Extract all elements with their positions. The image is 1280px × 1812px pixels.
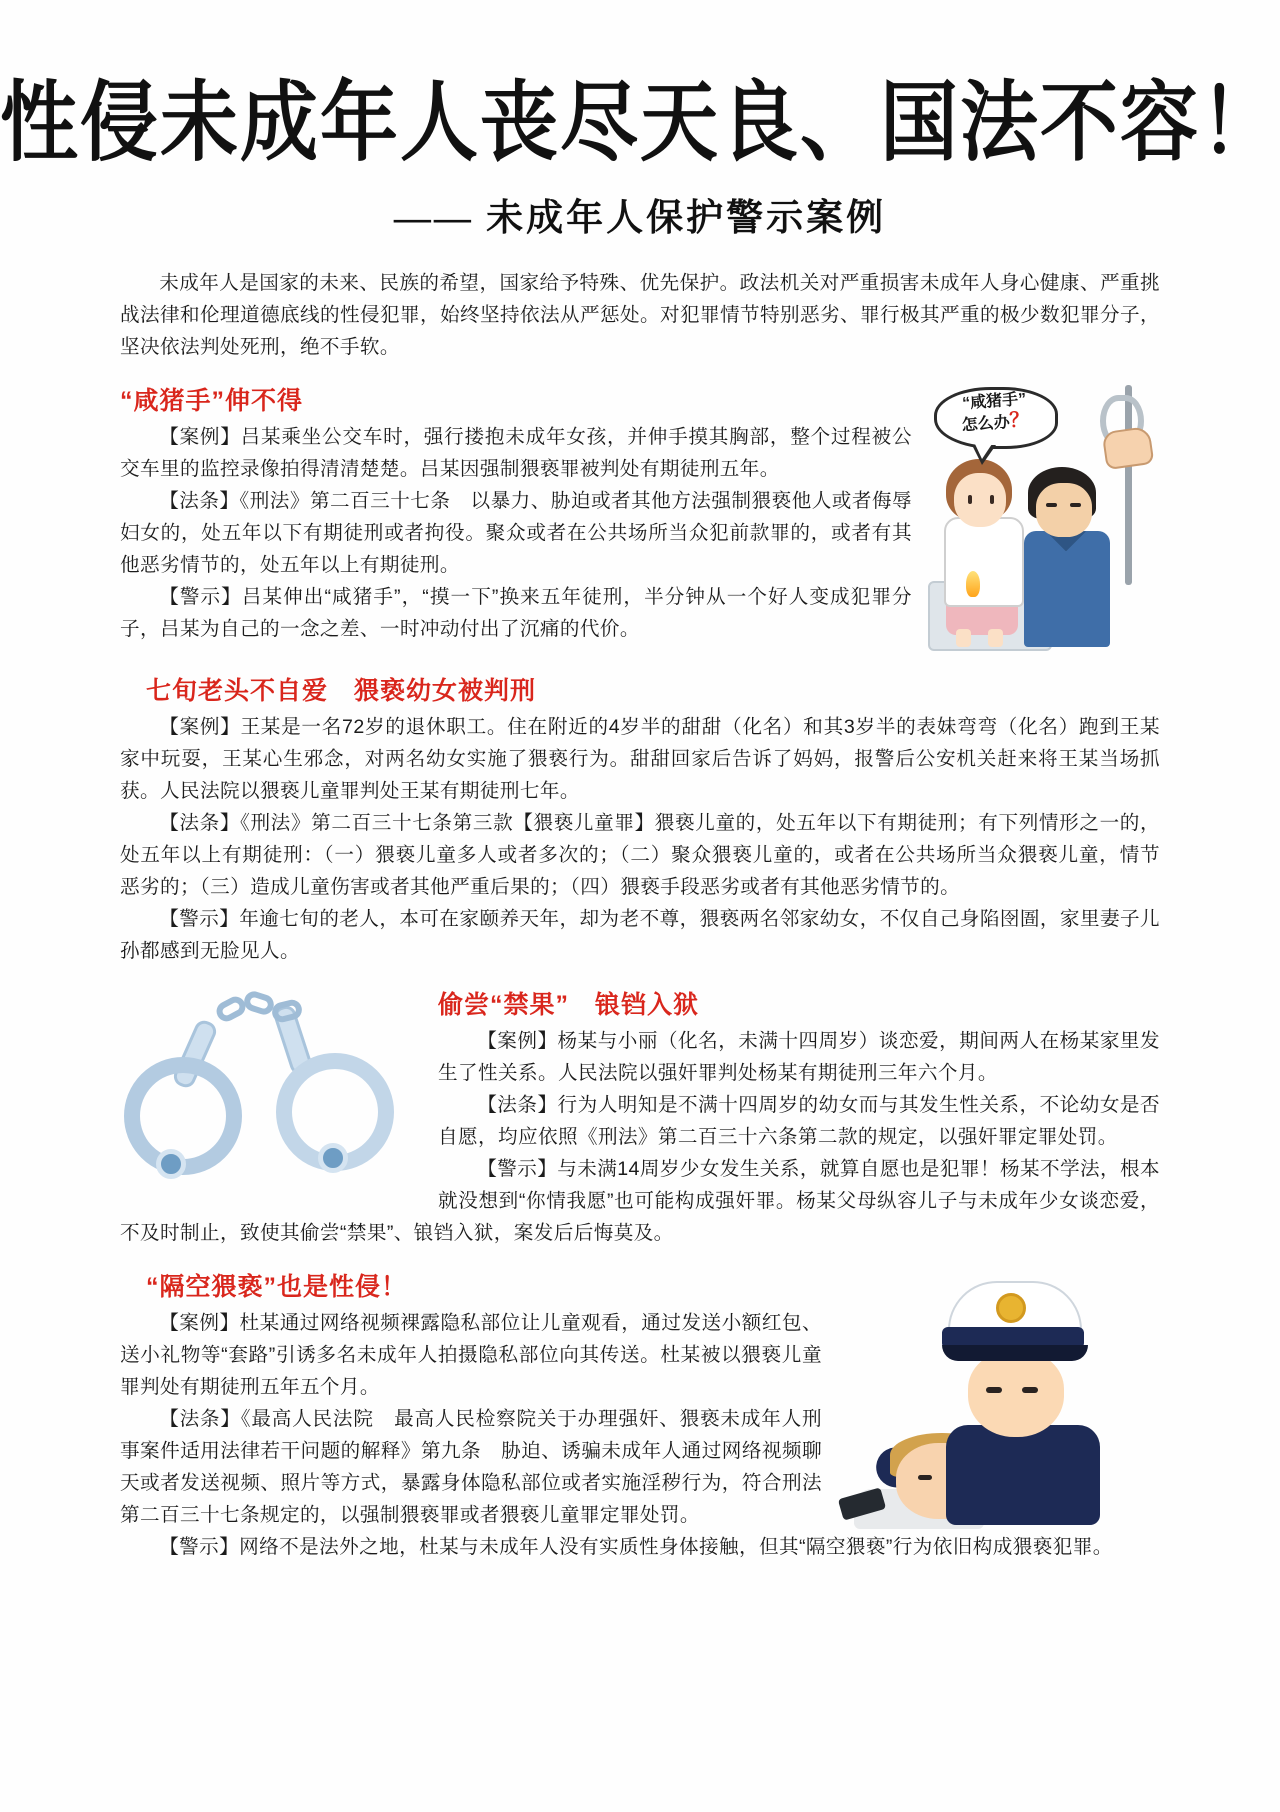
title-block bbox=[0, 0, 1280, 241]
content-body bbox=[120, 241, 1160, 1563]
section-4-heading: “隔空猥亵”也是性侵！ bbox=[146, 1273, 408, 1302]
page-title: 性侵未成年人丧尽天良、国法不容！ bbox=[0, 74, 1280, 172]
intro-paragraph: 未成年人是国家的未来、民族的希望，国家给予特殊、优先保护。政法机关对严重损害未成年人身心健康、严重挑战法律和伦理道德底线的性侵犯罪，始终坚持依法从严惩处。对犯罪情节特别恶劣、罪行极其严重的极少数犯罪分子，坚决依法判处死刑，绝不手软。 bbox=[120, 272, 1160, 359]
speech-bubble-tail-icon bbox=[972, 445, 996, 465]
girl-body-shape bbox=[944, 517, 1024, 607]
bus-harassment-illustration bbox=[928, 385, 1160, 647]
question-mark-icon: ？ bbox=[1008, 408, 1031, 433]
flame-shape bbox=[966, 571, 980, 597]
section-4-warning: 【警示】网络不是法外之地，杜某与未成年人没有实质性身体接触，但其“隔空猥亵”行为依旧构成猥亵犯罪。 bbox=[159, 1536, 1113, 1559]
section-4 bbox=[120, 1267, 1160, 1563]
section-1 bbox=[120, 381, 1160, 653]
section-1-heading: “咸猪手”伸不得 bbox=[120, 387, 304, 416]
section-4-case: 【案例】杜某通过网络视频裸露隐私部位让儿童观看，通过发送小额红包、送小礼物等“套路”引诱多名未成年人拍摄隐私部位向其传送。杜某被以猥亵儿童罪判处有期徒刑五年五个月。 bbox=[120, 1312, 822, 1399]
page-subtitle: —— 未成年人保护警示案例 bbox=[393, 198, 887, 240]
section-3-warning: 【警示】与未满14周岁少女发生关系，就算自愿也是犯罪！杨某不学法，根本就没想到“你情我愿”也可能构成强奸罪。杨某父母纵容儿子与未成年少女谈恋爱，不及时制止，致使其偷尝“禁果”、锒铛入狱，案发后后悔莫及。 bbox=[120, 1158, 1160, 1245]
section-3-law: 【法条】行为人明知是不满十四周岁的幼女而与其发生性关系，不论幼女是否自愿，均应依照《刑法》第二百三十六条第二款的规定，以强奸罪定罪处罚。 bbox=[438, 1094, 1160, 1149]
officer-face-shape bbox=[968, 1351, 1064, 1437]
section-2-warning: 【警示】年逾七旬的老人，本可在家颐养天年，却为老不尊，猥亵两名邻家幼女，不仅自己身陷囹圄，家里妻子儿孙都感到无脸见人。 bbox=[120, 908, 1160, 963]
girl-leg-shape bbox=[988, 629, 1003, 647]
girl-face-shape bbox=[954, 473, 1006, 527]
man-eye-shape bbox=[1046, 503, 1057, 507]
girl-eye-shape bbox=[990, 495, 994, 504]
section-4-law: 【法条】《最高人民法院 最高人民检察院关于办理强奸、猥亵未成年人刑事案件适用法律若干问题的解释》第九条 胁迫、诱骗未成年人通过网络视频聊天或者发送视频、照片等方式，暴露身体隐私部位或者实施淫秽行为，符合刑法第二百三十七条规定的，以强制猥亵罪或者猥亵儿童罪定罪处罚。 bbox=[120, 1408, 822, 1527]
officer-eye-shape bbox=[1022, 1387, 1038, 1393]
man-face-shape bbox=[1036, 483, 1092, 537]
section-1-law: 【法条】《刑法》第二百三十七条 以暴力、胁迫或者其他方法强制猥亵他人或者侮辱妇女的，处五年以下有期徒刑或者拘役。聚众或者在公共场所当众犯前款罪的，或者有其他恶劣情节的，处五年以上有期徒刑。 bbox=[120, 490, 912, 577]
police-cap-brim-shape bbox=[942, 1345, 1088, 1361]
section-2-law: 【法条】《刑法》第二百三十七条第三款【猥亵儿童罪】猥亵儿童的，处五年以下有期徒刑；有下列情形之一的，处五年以上有期徒刑：（一）猥亵儿童多人或者多次的；（二）聚众猥亵儿童的，或者在公共场所当众猥亵儿童，情节恶劣的；（三）造成儿童伤害或者其他严重后果的；（四）猥亵手段恶劣或者有其他恶劣情节的。 bbox=[120, 812, 1160, 899]
section-2-heading: 七旬老头不自爱 猥亵幼女被判刑 bbox=[146, 677, 537, 706]
section-3 bbox=[120, 985, 1160, 1249]
officer-body-shape bbox=[946, 1425, 1100, 1525]
section-3-heading: 偷尝“禁果” 锒铛入狱 bbox=[438, 991, 700, 1020]
police-arrest-illustration bbox=[838, 1277, 1160, 1529]
girl-leg-shape bbox=[956, 629, 971, 647]
section-2 bbox=[120, 671, 1160, 967]
section-2-case: 【案例】王某是一名72岁的退休职工。住在附近的4岁半的甜甜（化名）和其3岁半的表妹弯弯（化名）跑到王某家中玩耍，王某心生邪念，对两名幼女实施了猥亵行为。甜甜回家后告诉了妈妈，报警后公安机关赶来将王某当场抓获。人民法院以猥亵儿童罪判处王某有期徒刑七年。 bbox=[120, 716, 1160, 803]
officer-eye-shape bbox=[986, 1387, 1002, 1393]
criminal-eye-shape bbox=[918, 1475, 932, 1480]
speech-bubble-line-1: “咸猪手” bbox=[961, 391, 1027, 413]
speech-bubble-line-2: 怎么办？ bbox=[961, 408, 1031, 435]
man-eye-shape bbox=[1070, 503, 1081, 507]
hand-shape bbox=[1102, 426, 1155, 470]
section-1-case: 【案例】吕某乘坐公交车时，强行搂抱未成年女孩，并伸手摸其胸部，整个过程被公交车里的监控录像拍得清清楚楚。吕某因强制猥亵罪被判处有期徒刑五年。 bbox=[120, 426, 912, 481]
speech-bubble-text bbox=[935, 387, 1056, 438]
section-3-case: 【案例】杨某与小丽（化名，未满十四周岁）谈恋爱，期间两人在杨某家里发生了性关系。人民法院以强奸罪判处杨某有期徒刑三年六个月。 bbox=[438, 1030, 1160, 1085]
handcuffs-illustration bbox=[120, 991, 420, 1197]
girl-eye-shape bbox=[968, 495, 972, 504]
section-1-warning: 【警示】吕某伸出“咸猪手”，“摸一下”换来五年徒刑，半分钟从一个好人变成犯罪分子，吕某为自己的一念之差、一时冲动付出了沉痛的代价。 bbox=[120, 586, 912, 641]
